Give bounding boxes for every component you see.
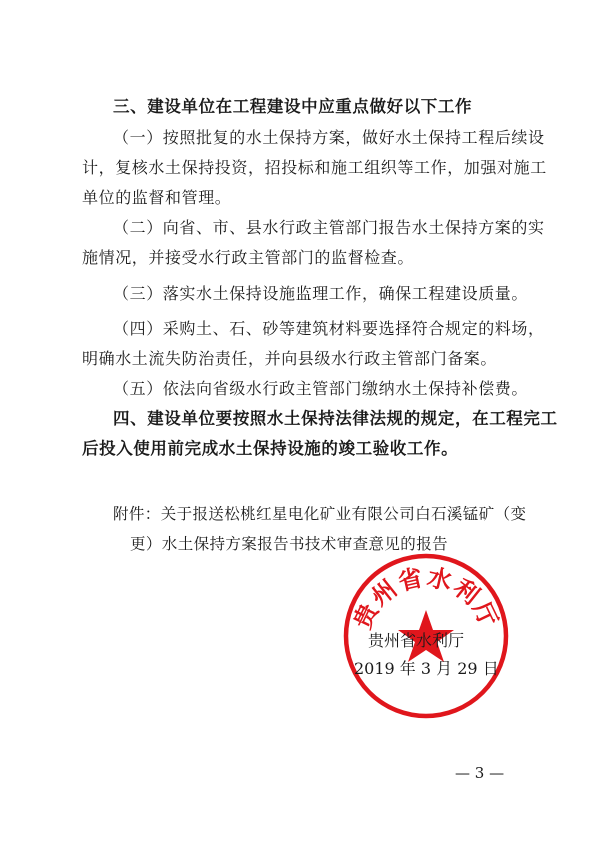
section-3-heading: 三、建设单位在工程建设中应重点做好以下工作	[113, 97, 473, 116]
attachment-line-1: 附件：关于报送松桃红星电化矿业有限公司白石溪锰矿（变	[113, 505, 527, 523]
item-3-line-1: （三）落实水土保持设施监理工作，确保工程建设质量。	[113, 284, 529, 303]
item-1-line-3: 单位的监督和管理。	[82, 188, 232, 207]
page-number: — 3 —	[455, 764, 505, 782]
section-4-line-1: 四、建设单位要按照水土保持法律法规的规定，在工程完工	[113, 409, 558, 428]
item-4-line-2: 明确水土流失防治责任，并向县级水行政主管部门备案。	[82, 349, 498, 368]
item-4-line-1: （四）采购土、石、砂等建筑材料要选择符合规定的料场，	[113, 319, 545, 338]
seal-text: 贵州省水利厅	[347, 562, 505, 634]
signature-date: 2019 年 3 月 29 日	[354, 659, 499, 678]
item-1-line-1: （一）按照批复的水土保持方案，做好水土保持工程后续设	[113, 128, 545, 147]
attachment-line-2: 更）水土保持方案报告书技术审查意见的报告	[130, 535, 449, 553]
section-4-line-2: 后投入使用前完成水土保持设施的竣工验收工作。	[82, 439, 459, 458]
signature-org: 贵州省水利厅	[368, 631, 465, 650]
item-2-line-2: 施情况，并接受水行政主管部门的监督检查。	[82, 248, 415, 267]
item-2-line-1: （二）向省、市、县水行政主管部门报告水土保持方案的实	[113, 218, 545, 237]
item-5-line-1: （五）依法向省级水行政主管部门缴纳水土保持补偿费。	[113, 379, 529, 398]
item-1-line-2: 计，复核水土保持投资，招投标和施工组织等工作，加强对施工	[82, 158, 547, 177]
